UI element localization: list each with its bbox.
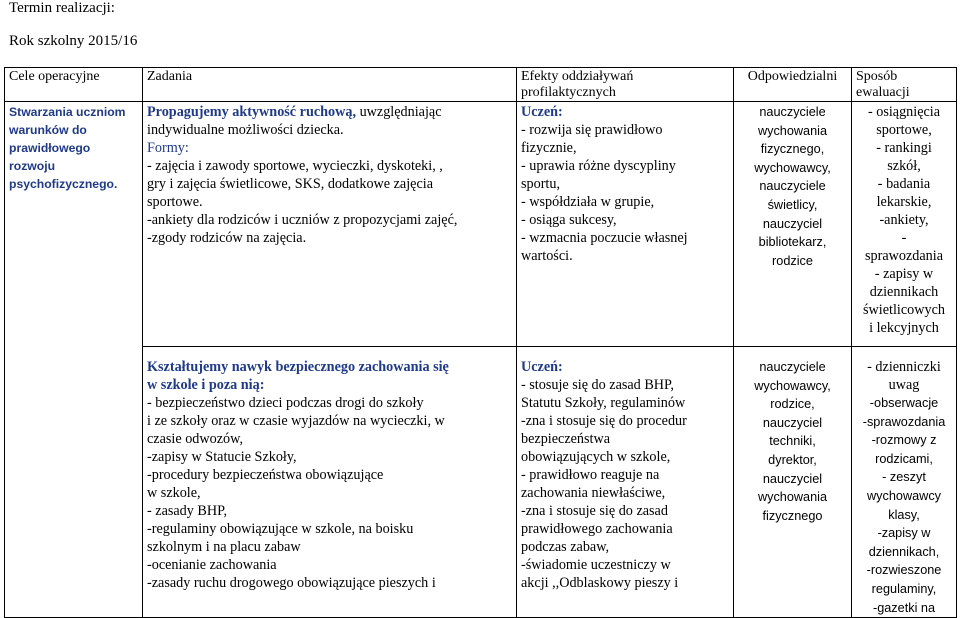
table-row [5,102,957,347]
task-cell: Propagujemy aktywność ruchową, uwzględniając indywidualne możliwości dziecka. Formy: - zajęcia i zawody sportowe, wycieczki, dyskoteki, , gry i zajęcia świetlicowe, SKS, dodatkowe zajęcia sportowe. -ankiety dla rodziców i uczniów z propozycjami zajęć, -zgody rodziców na zajęcia. [143,102,517,347]
responsible-cell: nauczyciele wychowania fizycznego, wychowawcy, nauczyciele świetlicy, nauczyciel bibliotekarz, rodzice [734,102,852,347]
task-cell: Kształtujemy nawyk bezpiecznego zachowania się w szkole i poza nią: - bezpieczeństwo dzieci podczas drogi do szkoły i ze szkoły oraz w czasie wyjazdów na wycieczki, w czasie odwozów, -zapisy w Statucie Szkoły, -procedury bezpieczeństwa obowiązujące w szkole, - zasady BHP, -regulaminy obowiązujące w szkole, na boisku szkolnym i na placu zabaw -ocenianie zachowania -zasady ruchu drogowego obowiązujące pieszych i [143,347,517,618]
header-tasks: Zadania [143,68,517,102]
realization-term-label: Termin realizacji: [9,0,115,16]
header-evaluation: Sposób ewaluacji [852,68,957,102]
school-year-label: Rok szkolny 2015/16 [9,33,138,49]
evaluation-cell: - osiągnięcia sportowe, - rankingi szkół, - badania lekarskie, -ankiety, - sprawozdania - zapisy w dziennikach świetlicowych i lekcyjnych [852,102,957,347]
effects-cell: Uczeń: - rozwija się prawidłowo fizycznie, - uprawia różne dyscypliny sportu, - współdziała w grupie, - osiąga sukcesy, - wzmacnia poczucie własnej wartości. [517,102,734,347]
table-row [5,347,957,618]
header-row [5,68,957,102]
operational-goal-cell: Stwarzania uczniom warunków do prawidłowego rozwoju psychofizycznego. [5,102,143,618]
forms-label: Formy: [147,140,189,156]
program-table [4,67,957,618]
header-responsible: Odpowiedzialni [734,68,852,102]
header-effects: Efekty oddziaływań profilaktycznych [517,68,734,102]
header-goals: Cele operacyjne [5,68,143,102]
evaluation-cell: - dzienniczki uwag -obserwacje -sprawozdania -rozmowy z rodzicami, - zeszyt wychowawcy klasy, -zapisy w dziennikach, -rozwieszone regulaminy, -gazetki na [852,347,957,618]
effects-cell: Uczeń: - stosuje się do zasad BHP, Statutu Szkoły, regulaminów -zna i stosuje się do procedur bezpieczeństwa obowiązujących w szkole, - prawidłowo reaguje na zachowania niewłaściwe, -zna i stosuje się do zasad prawidłowego zachowania podczas zabaw, -świadomie uczestniczy w akcji ,,Odblaskowy pieszy i [517,347,734,618]
responsible-cell: nauczyciele wychowawcy, rodzice, nauczyciel techniki, dyrektor, nauczyciel wychowania fizycznego [734,347,852,618]
